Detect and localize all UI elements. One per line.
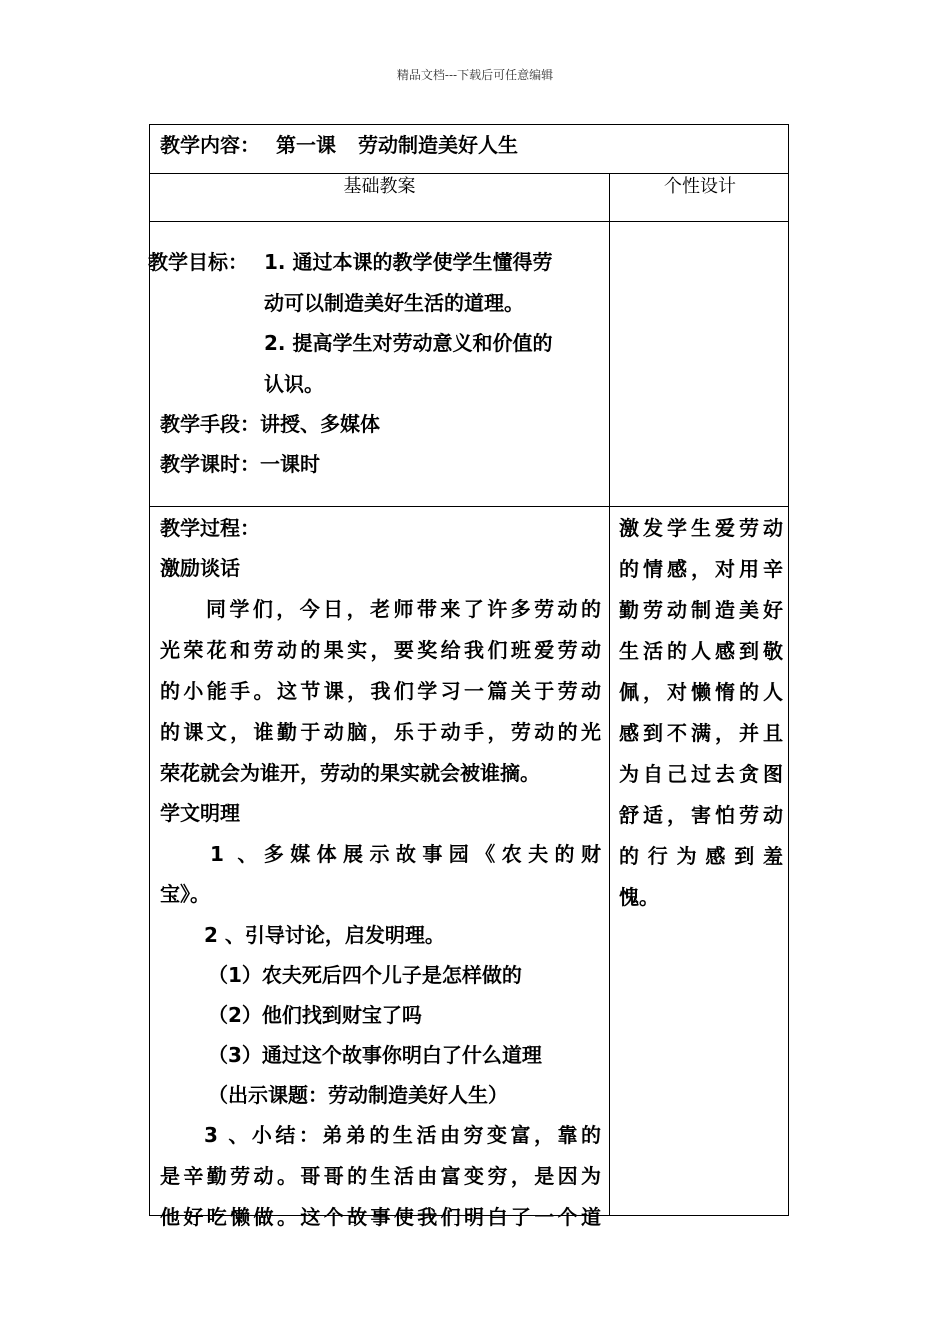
section-encouragement: 激励谈话 [160, 556, 240, 580]
title-label: 教学内容： 第一课 劳动制造美好人生 [160, 133, 518, 157]
design-note-line: 激发学生爱劳动 [619, 516, 783, 540]
question-3: （3）通过这个故事你明白了什么道理 [208, 1043, 542, 1067]
design-note-line: 感到不满，并且 [619, 721, 783, 745]
title-row [150, 125, 788, 174]
lesson-topic: 劳动制造美好人生 [358, 133, 518, 157]
paragraph-line: 的小能手。这节课，我们学习一篇关于劳动 [160, 679, 601, 703]
design-note-line: 愧。 [619, 885, 659, 909]
watermark: 精品文档---下载后可任意编辑 [396, 68, 554, 82]
lesson-number: 第一课 [276, 133, 336, 157]
design-note-line: 佩，对懒惰的人 [619, 680, 783, 704]
paragraph-line: 光荣花和劳动的果实，要奖给我们班爱劳动 [160, 638, 601, 662]
objective-2-line-1: 2. 提高学生对劳动意义和价值的 [264, 331, 553, 355]
objective-1-line-2: 动可以制造美好生活的道理。 [264, 291, 524, 315]
objectives-row [150, 222, 788, 507]
question-1: （1）农夫死后四个儿子是怎样做的 [208, 963, 522, 987]
show-title: （出示课题：劳动制造美好人生） [208, 1083, 508, 1107]
header-row [150, 174, 788, 222]
header-basic-plan: 基础教案 [343, 176, 416, 197]
process-label: 教学过程： [160, 516, 260, 540]
question-2: （2）他们找到财宝了吗 [208, 1003, 422, 1027]
design-note-line: 生活的人感到敬 [619, 639, 783, 663]
design-note-line: 的行为感到羞 [619, 844, 783, 868]
step-1-line-2: 宝》。 [160, 882, 210, 906]
design-note-line: 为自己过去贪图 [619, 762, 783, 786]
design-note-line: 舒适，害怕劳动 [619, 803, 783, 827]
step-2: 2 、引导讨论，启发明理。 [204, 923, 445, 947]
step-3-line-2: 是辛勤劳动。哥哥的生活由富变穷，是因为 [160, 1164, 601, 1188]
step-3-line-3: 他好吃懒做。这个故事使我们明白了一个道 [160, 1205, 601, 1229]
column-divider [609, 174, 610, 1215]
header-personal-design: 个性设计 [664, 176, 736, 197]
teaching-means: 教学手段：讲授、多媒体 [160, 412, 380, 436]
step-3-line-1: 3 、小结：弟弟的生活由穷变富，靠的 [204, 1123, 601, 1147]
objective-1-line-1: 1. 通过本课的教学使学生懂得劳 [264, 250, 553, 274]
teaching-hours: 教学课时：一课时 [160, 452, 320, 476]
objective-2-line-2: 认识。 [264, 372, 324, 396]
paragraph-line: 同学们，今日，老师带来了许多劳动的 [206, 597, 601, 621]
objectives-label: 教学目标： [148, 250, 248, 274]
paragraph-line: 荣花就会为谁开，劳动的果实就会被谁摘。 [160, 761, 540, 785]
section-study: 学文明理 [160, 801, 240, 825]
design-note-line: 勤劳动制造美好 [619, 598, 783, 622]
paragraph-line: 的课文，谁勤于动脑，乐于动手，劳动的光 [160, 720, 601, 744]
lesson-table [148, 124, 789, 1229]
step-1-line-1: 1 、多媒体展示故事园《农夫的财 [210, 842, 601, 866]
process-row [150, 507, 788, 1229]
design-note-line: 的情感，对用辛 [619, 557, 783, 581]
